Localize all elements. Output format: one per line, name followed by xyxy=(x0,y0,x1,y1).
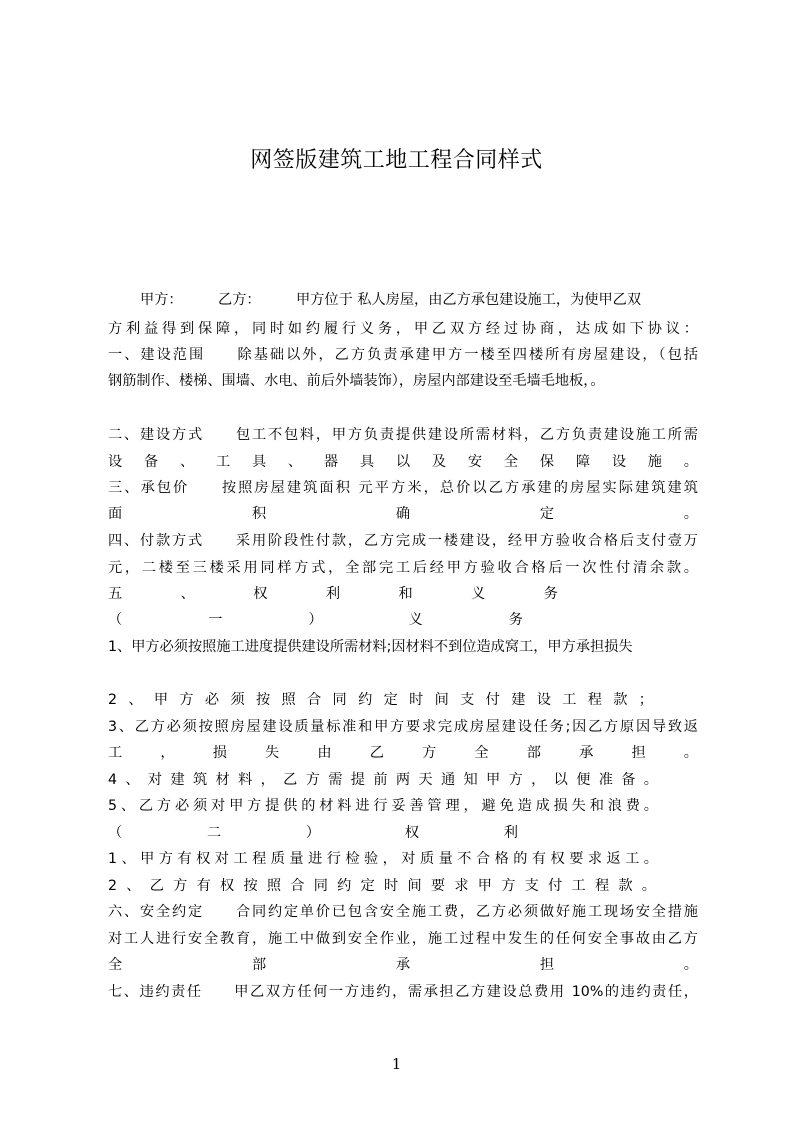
paragraph-line: 全部承担。 xyxy=(108,957,698,973)
paragraph-line: 元，二楼至三楼采用同样方式，全部完工后经甲方验收合格后一次性付清余款。 xyxy=(108,560,698,576)
paragraph-line: 4、对建筑材料，乙方需提前两天通知甲方，以便准备。 xyxy=(108,772,658,788)
paragraph-line: 三、承包价 按照房屋建筑面积 元平方米，总价以乙方承建的房屋实际建筑建筑 xyxy=(108,480,698,496)
paragraph-line: 工，损失由乙方全部承担。 xyxy=(108,745,698,761)
paragraph-line: 1、甲方有权对工程质量进行检验，对质量不合格的有权要求返工。 xyxy=(108,851,658,867)
paragraph-line: 1、甲方必须按照施工进度提供建设所需材料;因材料不到位造成窝工，甲方承担损失 xyxy=(108,639,633,655)
paragraph-line: 5、乙方必须对甲方提供的材料进行妥善管理，避免造成损失和浪费。 xyxy=(108,798,658,814)
paragraph-line: 2、乙方有权按照合同约定时间要求甲方支付工程款。 xyxy=(108,878,656,894)
paragraph-line: 五、权利和义务 xyxy=(108,586,558,602)
paragraph-line: （一）义务 xyxy=(108,612,523,628)
paragraph-line: 甲方： 乙方： 甲方位于 私人房屋，由乙方承包建设施工，为使甲乙双 xyxy=(140,292,642,308)
paragraph-line: 钢筋制作、楼梯、围墙、水电、前后外墙装饰），房屋内部建设至毛墙毛地板，。 xyxy=(108,373,605,389)
document-title: 网签版建筑工地工程合同样式 xyxy=(250,148,543,173)
paragraph-line: （二）权利 xyxy=(108,825,518,841)
page-number: 1 xyxy=(391,1055,402,1073)
paragraph-line: 设备、工具、器具以及安全保障设施。 xyxy=(108,454,698,470)
paragraph-line: 二、建设方式 包工不包料，甲方负责提供建设所需材料，乙方负责建设施工所需 xyxy=(108,427,698,443)
paragraph-line: 四、付款方式 采用阶段性付款，乙方完成一楼建设，经甲方验收合格后支付壹万 xyxy=(108,533,698,549)
paragraph-line: 一、建设范围 除基础以外，乙方负责承建甲方一楼至四楼所有房屋建设，（包括 xyxy=(108,347,698,363)
paragraph-line: 面积确定。 xyxy=(108,506,698,522)
paragraph-line: 2、甲方必须按照合同约定时间支付建设工程款； xyxy=(108,692,653,708)
paragraph-line: 六、安全约定 合同约定单价已包含安全施工费，乙方必须做好施工现场安全措施 xyxy=(108,904,698,920)
paragraph-line: 对工人进行安全教育，施工中做到安全作业，施工过程中发生的任何安全事故由乙方 xyxy=(108,931,698,947)
paragraph-line: 七、违约责任 甲乙双方任何一方违约，需承担乙方建设总费用 10%的违约责任， xyxy=(108,984,698,1000)
paragraph-line: 方利益得到保障，同时如约履行义务，甲乙双方经过协商，达成如下协议： xyxy=(108,321,698,337)
paragraph-line: 3、乙方必须按照房屋建设质量标准和甲方要求完成房屋建设任务;因乙方原因导致返 xyxy=(108,719,698,735)
